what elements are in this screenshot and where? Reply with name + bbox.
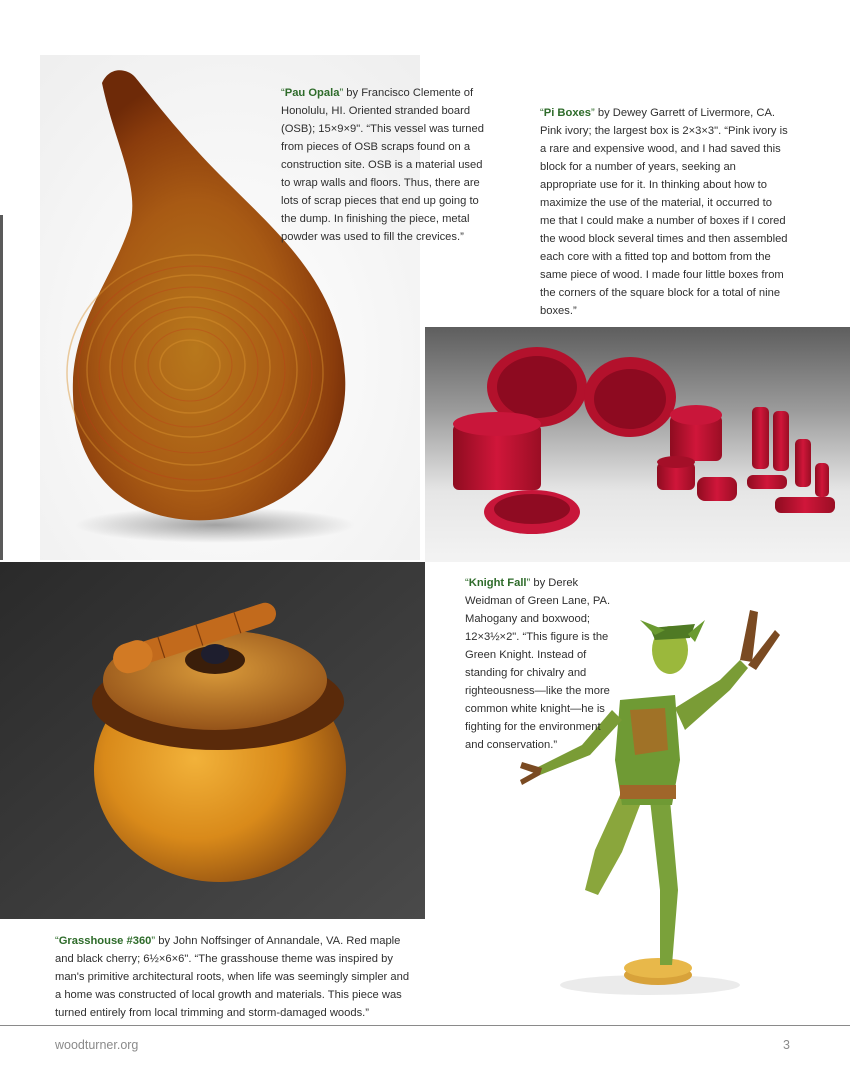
caption-knight-fall xyxy=(465,574,615,754)
quote-open: “ xyxy=(281,87,285,99)
footer-divider xyxy=(0,1025,850,1026)
footer-site-link[interactable]: woodturner.org xyxy=(55,1038,139,1052)
caption-text-pi-boxes: by Dewey Garrett of Livermore, CA. Pink ivory; the largest box is 2×3×3". “Pink ivory is a rare and expensive wood, and I had saved this block for a number of years, seeking an appropriate use for it. In thinking about how to maximize the use of the material, it occurred to me that I could make a number of boxes if I cored the wood block several times and then assembled each core with a fitted top and bottom from the same piece of wood. I made four little boxes from the corners of the square block for a total of nine boxes.” xyxy=(540,107,788,317)
caption-grasshouse-360 xyxy=(55,932,417,1022)
photo-pi-boxes xyxy=(425,327,850,562)
photo-grasshouse-360 xyxy=(0,562,425,919)
caption-title-pi-boxes: Pi Boxes xyxy=(543,107,591,119)
caption-title-knight-fall: Knight Fall xyxy=(468,577,527,589)
page-number: 3 xyxy=(783,1038,790,1052)
quote-close: ” xyxy=(339,87,344,99)
caption-text-grasshouse-360: by John Noffsinger of Annandale, VA. Red maple and black cherry; 6½×6×6". “The grasshouse theme was inspired by man's primitive architectural roots, when life was seemingly simpler and a home was constructed of local growth and materials. This piece was turned entirely from local trimming and storm-damaged woods.” xyxy=(55,935,410,1019)
quote-open: “ xyxy=(465,577,469,589)
caption-pi-boxes xyxy=(540,104,788,320)
page-edge-marker xyxy=(0,215,3,560)
quote-close: ” xyxy=(591,107,595,119)
caption-text-knight-fall: by Derek Weidman of Green Lane, PA. Mahogany and boxwood; 12×3½×2". “This figure is the Green Knight. Instead of standing for chivalry and righteousness—like the more common white knight—he is fighting for the environment and conservation.” xyxy=(465,577,611,751)
quote-open: “ xyxy=(55,935,59,947)
caption-text-pau-opala: by Francisco Clemente of Honolulu, HI. Oriented stranded board (OSB); 15×9×9". “This vessel was turned from pieces of OSB scraps found on a construction site. OSB is a material used to wrap walls and floors. Thus, there are lots of scrap pieces that end up going to the dump. In finishing the piece, metal powder was used to fill the crevices.” xyxy=(281,87,484,243)
quote-open: “ xyxy=(540,107,544,119)
caption-title-grasshouse-360: Grasshouse #360 xyxy=(58,935,152,947)
quote-close: ” xyxy=(526,577,531,589)
caption-pau-opala xyxy=(281,84,487,246)
quote-close: ” xyxy=(151,935,156,947)
caption-title-pau-opala: Pau Opala xyxy=(284,87,340,99)
